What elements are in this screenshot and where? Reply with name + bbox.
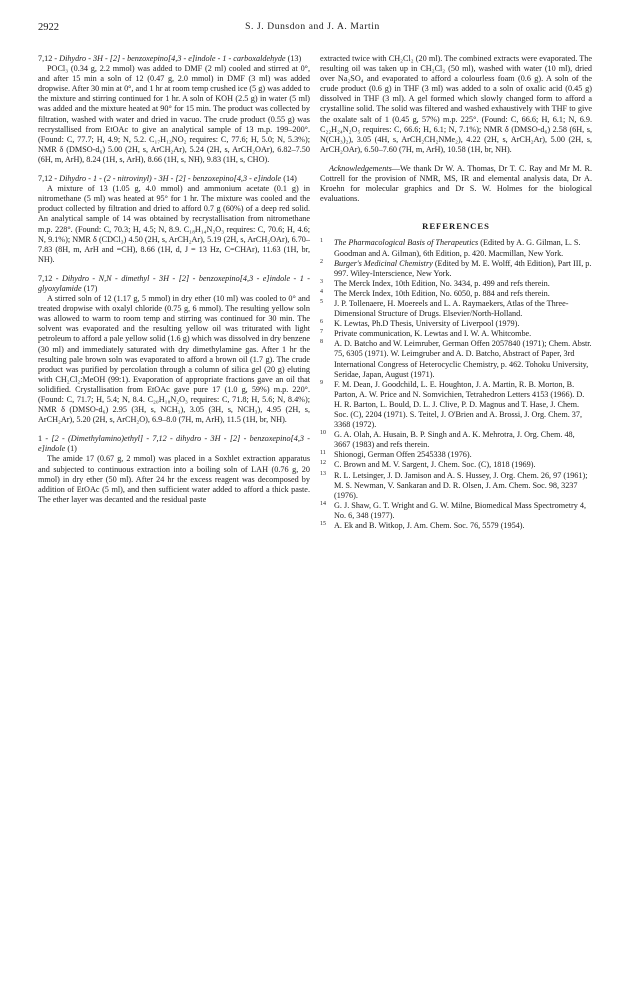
reference-item bbox=[320, 339, 592, 379]
reference-text: A. Ek and B. Witkop, J. Am. Chem. Soc. 76, 5579 (1954). bbox=[334, 521, 525, 531]
reference-text: F. M. Dean, J. Goodchild, L. E. Houghton, J. A. Martin, R. B. Morton, B. Parton, A. W. Price and N. Somvichien, Tetrahedron Letters 4153 (1966). D. H. R. Barton, L. Bould, D. L. J. Clive, P. D. Magnus and T. Hase, J. Chem. Soc. (C), 2204 (1971). S. Teitel, J. O'Brien and A. Brossi, J. Org. Chem. 37, 3368 (1972). bbox=[334, 379, 585, 430]
reference-item bbox=[320, 259, 592, 279]
section-compound-14 bbox=[38, 174, 310, 265]
acknowledgements-label: Acknowledgements bbox=[329, 163, 392, 173]
reference-text: R. L. Letsinger, J. D. Jamison and A. S. Hussey, J. Org. Chem. 26, 97 (1961); M. S. Newman, V. Sankaran and D. R. Olsen, J. Am. Chem. Soc. 98, 3237 (1976). bbox=[334, 470, 588, 500]
references-heading: REFERENCES bbox=[422, 221, 490, 232]
acknowledgements bbox=[320, 164, 592, 204]
reference-item bbox=[320, 319, 592, 329]
running-head: S. J. Dunsdon and J. A. Martin bbox=[245, 22, 380, 32]
reference-text: The Merck Index, 10th Edition, No. 6050, p. 884 and refs therein. bbox=[334, 288, 550, 298]
reference-number: 8 bbox=[320, 339, 323, 346]
reference-item bbox=[320, 238, 592, 258]
section-compound-17 bbox=[38, 274, 310, 425]
reference-text: G. A. Olah, A. Husain, B. P. Singh and A. K. Mehrotra, J. Org. Chem. 48, 3667 (1983) and refs therein. bbox=[334, 430, 575, 450]
reference-item bbox=[320, 299, 592, 319]
continued-text: extracted twice with CH₂Cl₂ (20 ml). The combined extracts were evaporated. The resulting oil was taken up in CH₂Cl₂ (50 ml), washed with water (10 ml), dried over Na₂SO₄ and evaporated to afford a colourless foam (0.6 g). A soln of the crude product (0.6 g) in THF (3 ml) was added to a soln of oxalic acid (0.45 g) dissolved in THF (3 ml). A gel formed which slowly changed form to afford a crystalline solid. The solid was filtered and washed exhaustively with THF to give the oxalate salt of 1 (0.45 g, 57%) m.p. 225°. (Found: C, 66.6; H, 6.1; N, 6.9. C₂₂H₂₄N₂O₅ requires: C, 66.6; H, 6.1; N, 7.1%); NMR δ (DMSO-d₆) 2.58 (6H, s, N(CH₃)₂), 3.05 (4H, s, ArCH₂CH₂NMe₂), 4.22 (2H, s, ArCH₂Ar), 5.00 (2H, s, ArCH₂OAr), 6.50–7.60 (7H, m, ArH), 10.58 (1H, br, NH). bbox=[320, 54, 592, 154]
reference-book-title: Burger's Medicinal Chemistry bbox=[334, 258, 433, 268]
reference-number: 1 bbox=[320, 238, 323, 245]
section-body: A stirred soln of 12 (1.17 g, 5 mmol) in dry ether (10 ml) was cooled to 0° and treated dropwise with oxalyl chloride (0.75 g, 6 mmol). The resulting yellow soln was allowed to warm to room temp and stirring was continued for 30 min. The solvent was evaporated and the resulting yellow oil was triturated with light petroleum to afford a pale yellow solid (1.6 g) which was dissolved in dry benzene (30 ml) and immediately saturated with dry dimethylamine gas. After 1 hr the resulting pale brown soln was evaporated to afford a brown oil (1.7 g). The crude product was purified by percolation through a column of silica gel (20 g) eluting with CH₂Cl₂:MeOH (99:1). Evaporation of appropriate fractions gave an oil that solidified. Crystallisation from EtOAc gave pure 17 (1.0 g, 59%) m.p. 220°. (Found: C, 71.7; H, 5.4; N, 8.4. C₂₀H₁₈N₂O₃ requires: C, 71.8; H, 5.6; N, 8.4%); NMR δ (DMSO-d₆) 2.95 (3H, s, NCH₃), 3.05 (3H, s, NCH₃), 4.95 (2H, s, ArCH₂Ar), 5.20 (2H, s, ArCH₂O), 6.9–8.0 (7H, m, ArH), 11.5 (1H, br, NH). bbox=[38, 294, 310, 425]
reference-number: 6 bbox=[320, 319, 323, 326]
reference-number: 11 bbox=[320, 450, 326, 457]
section-heading: 7,12 - Dihydro - 3H - [2] - benzoxepino[4,3 - e]indole - 1 - carboxaldehyde (13) bbox=[38, 54, 302, 63]
reference-item bbox=[320, 471, 592, 501]
reference-text: G. J. Shaw, G. T. Wright and G. W. Milne, Biomedical Mass Spectrometry 4, No. 6, 348 (1977). bbox=[334, 500, 587, 520]
reference-item bbox=[320, 279, 592, 289]
section-body: POCl₃ (0.34 g, 2.2 mmol) was added to DMF (2 ml) cooled and stirred at 0°, and after 15 min a soln of 12 (0.47 g, 2.0 mmol) in DMF (3 ml) was added dropwise. After 30 min at 0°, and 1 hr at room temp crushed ice (5 g) was added to the mixture and stirring continued for 1 hr. A soln of KOH (2.5 g) in water (5 ml) was added and the mixture heated at 90° for 15 min. The product was collected by filtration, washed with water and dried in vacuo. The crude product (0.55 g) was recrystallised from EtOAc to give an analytical sample of 13 m.p. 199–200°. (Found: C, 77.7; H, 4.9; N, 5.2. C₁₇H₁₃NO₂ requires: C, 77.6; H, 5.0; N, 5.3%); NMR δ (DMSO-d₆) 5.00 (2H, s, ArCH₂Ar), 5.24 (2H, s, ArCH₂OAr), 6.82–7.50 (6H, m, ArH), 8.24 (1H, s, ArH), 8.66 (1H, s, NH), 9.83 (1H, s, CHO). bbox=[38, 64, 310, 164]
right-column bbox=[320, 54, 592, 531]
reference-item bbox=[320, 460, 592, 470]
reference-text: K. Lewtas, Ph.D Thesis, University of Liverpool (1979). bbox=[334, 319, 520, 329]
reference-text: Shionogi, German Offen 2545338 (1976). bbox=[334, 450, 472, 460]
reference-number: 4 bbox=[320, 288, 323, 295]
reference-number: 10 bbox=[320, 430, 326, 437]
reference-number: 14 bbox=[320, 500, 326, 507]
reference-number: 15 bbox=[320, 521, 326, 528]
reference-text: C. Brown and M. V. Sargent, J. Chem. Soc. (C), 1818 (1969). bbox=[334, 460, 536, 470]
references-list bbox=[320, 238, 592, 531]
reference-item bbox=[320, 289, 592, 299]
reference-number: 9 bbox=[320, 379, 323, 386]
left-column bbox=[38, 54, 310, 505]
reference-text: (Edited by M. E. Wolff, 4th Edition), Part III, p. 997. Wiley-Interscience, New York. bbox=[334, 258, 592, 278]
reference-item bbox=[320, 521, 592, 531]
section-body: A mixture of 13 (1.05 g, 4.0 mmol) and ammonium acetate (0.1 g) in nitromethane (5 ml) was heated at 95° for 1 hr. The mixture was cooled and the product collected by filtration and dried to afford 0.7 g (60%) of a deep red solid. An analytical sample of 14 was obtained by recrystallisation from nitromethane m.p. 228°. (Found: C, 70.3; H, 4.5; N, 8.9. C₁₈H₁₄N₂O₃ requires: C, 70.6; H, 4.6; N, 9.1%); NMR δ (CDCl₃) 4.50 (2H, s, ArCH₂Ar), 5.19 (2H, s, ArCH₂OAr), 6.70–7.83 (8H, m, ArH and =CH), 8.66 (1H, d, J = 13 Hz, C=CHAr), 11.63 (1H, br, NH). bbox=[38, 184, 310, 264]
reference-number: 3 bbox=[320, 278, 323, 285]
reference-text: J. P. Tollenaere, H. Moereels and L. A. Raymaekers, Atlas of the Three-Dimensional Structure of Drugs. Elsevier/North-Holland. bbox=[334, 298, 569, 319]
reference-text: (Edited by A. G. Gilman, L. S. Goodman and A. Gilman), 6th Edition, p. 420. Macmillan, New York. bbox=[334, 238, 581, 258]
reference-item bbox=[320, 380, 592, 430]
section-heading: 7,12 - Dihydro - 1 - (2 - nitrovinyl) - 3H - [2] - benzoxepino[4,3 - e]indole (14) bbox=[38, 174, 297, 184]
page-header bbox=[38, 22, 587, 38]
reference-text: The Merck Index, 10th Edition, No. 3434, p. 499 and refs therein. bbox=[334, 278, 550, 288]
reference-book-title: The Pharmacological Basis of Therapeutics bbox=[334, 238, 479, 248]
reference-item bbox=[320, 501, 592, 521]
section-compound-1 bbox=[38, 434, 310, 505]
reference-item bbox=[320, 430, 592, 450]
section-body: The amide 17 (0.67 g, 2 mmol) was placed in a Soxhlet extraction apparatus and subjected to continuous extraction into a boiling soln of LAH (0.76 g, 20 mmol) in dry ether (50 ml). After 24 hr the excess reagent was decomposed by addition of EtOAc (5 ml), and then sufficient water added to afford a thick paste. The ether layer was decanted and the residual paste bbox=[38, 454, 310, 504]
reference-number: 7 bbox=[320, 329, 323, 336]
section-heading: 1 - [2 - (Dimethylamino)ethyl] - 7,12 - dihydro - 3H - [2] - benzoxepino[4,3 - e]indole (1) bbox=[38, 434, 310, 454]
reference-item bbox=[320, 329, 592, 339]
reference-text: Private communication, K. Lewtas and I. W. A. Whitcombe. bbox=[334, 329, 532, 339]
page-number: 2922 bbox=[38, 22, 59, 33]
acknowledgements-text: —We thank Dr W. A. Thomas, Dr T. C. Ray and Mr M. R. Cottrell for the provision of NMR, MS, IR and elemental analysis data, Dr A. Kroehn for molecular graphics and Dr S. W. Holmes for the biological evaluations. bbox=[320, 163, 592, 204]
reference-number: 13 bbox=[320, 470, 326, 477]
section-heading: 7,12 - Dihydro - N,N - dimethyl - 3H - [2] - benzoxepino[4,3 - e]indole - 1 - glyoxylamide (17) bbox=[38, 273, 311, 293]
section-compound-13 bbox=[38, 54, 310, 165]
reference-number: 5 bbox=[320, 298, 323, 305]
reference-item bbox=[320, 450, 592, 460]
reference-number: 12 bbox=[320, 460, 326, 467]
reference-text: A. D. Batcho and W. Leimruber, German Offen 2057840 (1971); Chem. Abstr. 75, 6305 (1971). W. Leimgruber and A. D. Batcho, Abstract of Paper, 3rd International Congress of Heterocyclic Chemistry, p. 462. Tohoku University, Seridae, Japan, August (1971). bbox=[334, 339, 592, 379]
reference-number: 2 bbox=[320, 258, 323, 265]
